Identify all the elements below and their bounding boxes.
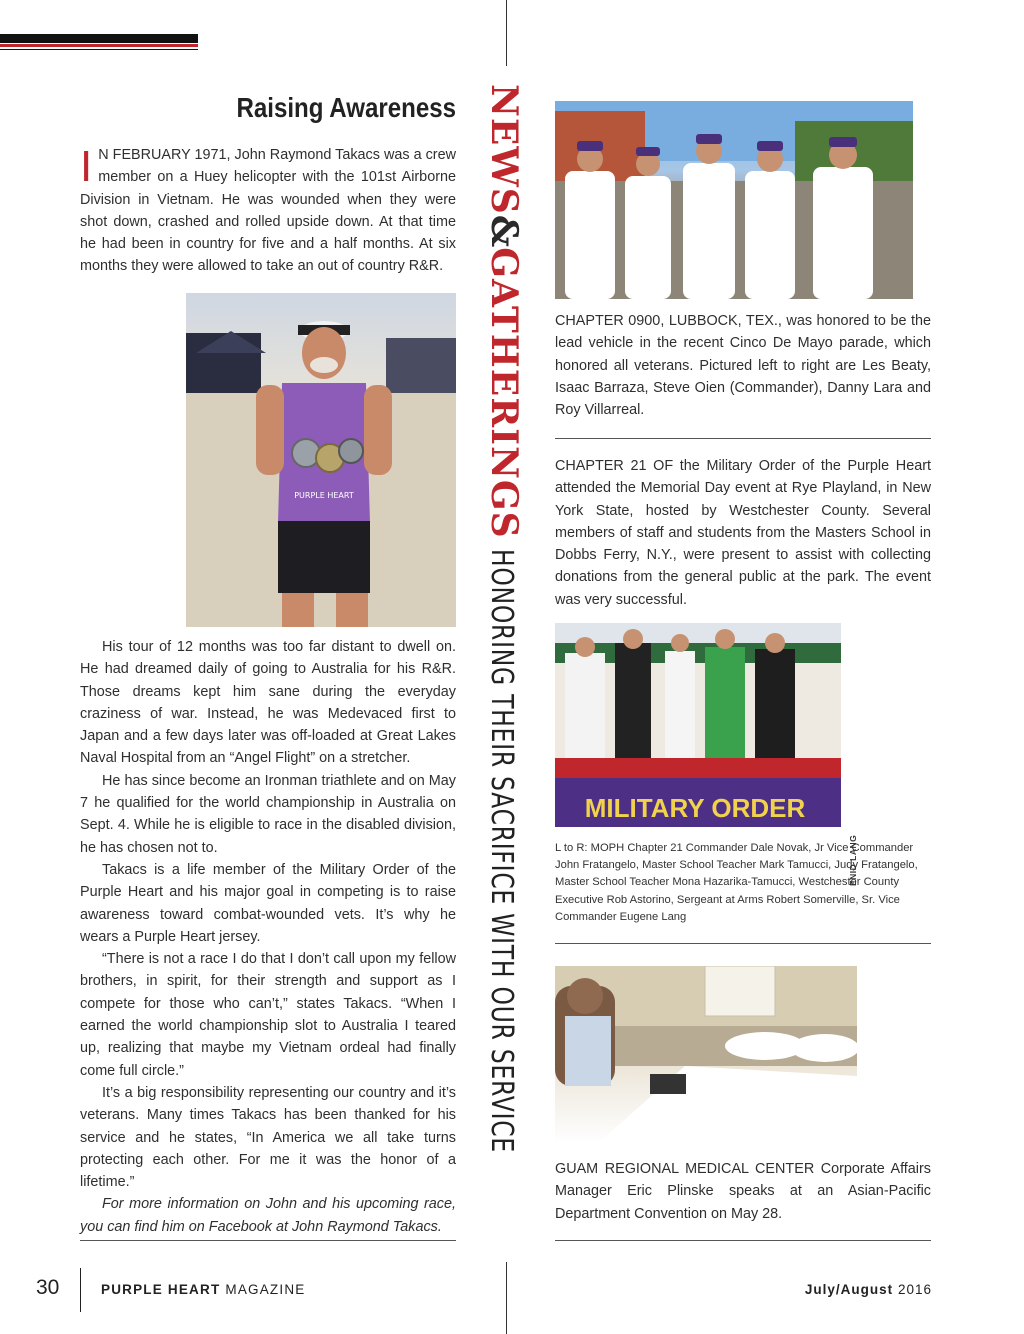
issue-months: July/August xyxy=(804,1282,894,1297)
caption-rye: CHAPTER 21 OF the Military Order of the Purple Heart attended the Memorial Day event at Rye Playland, in New York State, hosted by Westchester County. Several members of staff and students from the Masters School in Dobbs Ferry, N.Y., were present to assist with collecting donations from the general public at the park. The event was very successful. xyxy=(555,458,931,608)
magazine-name-bold: PURPLE HEART xyxy=(101,1282,221,1297)
magazine-name xyxy=(101,1282,305,1297)
caption-rye-photo: L to R: MOPH Chapter 21 Commander Dale Novak, Jr Vice Commander John Fratangelo, Master School Teacher Mark Tamucci, Judy Fratangelo, Master School Teacher Mona Hazarika-Tamucci, Westchester County Executive Rob Astorino, Sergeant at Arms Robert Somerville, Sr. Vice Commander Eugene Lang xyxy=(555,842,918,923)
article-paragraph: He has since become an Ironman triathlete and on May 7 he qualified for the world championship in Australia on Sept. 4. While he is eligible to race in the disabled division, he has chosen not to. xyxy=(80,772,456,856)
magazine-name-light: MAGAZINE xyxy=(225,1282,306,1297)
right-column-rule xyxy=(555,943,931,944)
top-rule-thin xyxy=(0,49,198,50)
article-intro xyxy=(80,144,456,278)
guam-photo xyxy=(555,966,857,1144)
article-body xyxy=(80,636,456,1238)
article-closing: For more information on John and his upcoming race, you can find him on Facebook at John Raymond Takacs. xyxy=(80,1196,456,1235)
center-divider-top xyxy=(506,0,507,66)
right-column-rule xyxy=(555,1240,931,1241)
takacs-photo xyxy=(186,293,456,627)
right-column-rule xyxy=(555,438,931,439)
caption-lubbock: CHAPTER 0900, LUBBOCK, TEX., was honored to be the lead vehicle in the recent Cinco De Mayo parade, which honored all veterans. Pictured left to right are Les Beaty, Isaac Barraza, Steve Oien (Commander), Danny Lara and Roy Villarreal. xyxy=(555,313,931,419)
article-paragraph: Takacs is a life member of the Military Order of the Purple Heart and his major goal in competing is to raise awareness toward combat-wounded vets. It’s why he wears a Purple Heart jersey. xyxy=(80,861,456,945)
lubbock-photo xyxy=(555,101,913,299)
guam-illustration xyxy=(555,966,857,1144)
article-paragraph: “There is not a race I do that I don’t call upon my fellow brothers, in spirit, for their strength and support as I compete for those who can’t,” states Takacs. “When I earned the world championship slot to Australia I teared up, realizing that maybe my Vietnam ordeal had finally come full circle.” xyxy=(80,951,456,1079)
section-title-gatherings: GATHERINGS xyxy=(483,247,525,539)
rye-illustration xyxy=(555,623,841,827)
drop-cap: I xyxy=(80,142,93,191)
takacs-illustration xyxy=(186,293,456,627)
rye-playland-photo xyxy=(555,623,841,827)
photo-credit-text: ENID LANG xyxy=(848,834,858,886)
issue-year: 2016 xyxy=(897,1282,932,1297)
section-title xyxy=(482,84,526,1244)
section-title-news: NEWS xyxy=(483,84,525,215)
jersey-text: PURPLE HEART xyxy=(294,491,354,500)
page-number: 30 xyxy=(36,1276,60,1299)
lubbock-illustration xyxy=(555,101,913,299)
intro-text: N FEBRUARY 1971, John Raymond Takacs was a crew member on a Huey helicopter with the 101st Airborne Division in Vietnam. He was wounded when they were shot down, crashed and rolled upside down. At that time he had been in country for five and a half months. At six months they were allowed to take an out of country R&R. xyxy=(80,147,456,275)
article-paragraph: His tour of 12 months was too far distant to dwell on. He had dreamed daily of going to Australia for his R&R. Those dreams kept him sane during the everyday craziness of war. Instead, he was Medevaced first to Japan and a few days later was off-loaded at Great Lakes Naval Hospital from an “Angel Flight” on a stretcher. xyxy=(80,639,456,767)
caption-guam: GUAM REGIONAL MEDICAL CENTER Corporate Affairs Manager Eric Plinske speaks at an Asian-Pacific Department Convention on May 28. xyxy=(555,1161,931,1222)
military-order-banner: MILITARY ORDER xyxy=(584,793,806,823)
top-rule-accent xyxy=(0,44,198,47)
article-paragraph: It’s a big responsibility representing our country and it’s veterans. Many times Takacs has been thanked for his service and he states, “In America we all take turns protecting each other. For me it was the honor of a lifetime.” xyxy=(80,1084,456,1191)
article-headline: Raising Awareness xyxy=(236,92,456,123)
left-column-rule xyxy=(80,1240,456,1241)
center-divider-bottom xyxy=(506,1262,507,1334)
section-title-amp: & xyxy=(483,214,525,248)
top-rule xyxy=(0,34,198,43)
footer-divider xyxy=(80,1268,81,1312)
issue-date xyxy=(805,1282,932,1297)
section-subtitle: HONORING THEIR SACRIFICE WITH OUR SERVICE xyxy=(484,548,519,1153)
